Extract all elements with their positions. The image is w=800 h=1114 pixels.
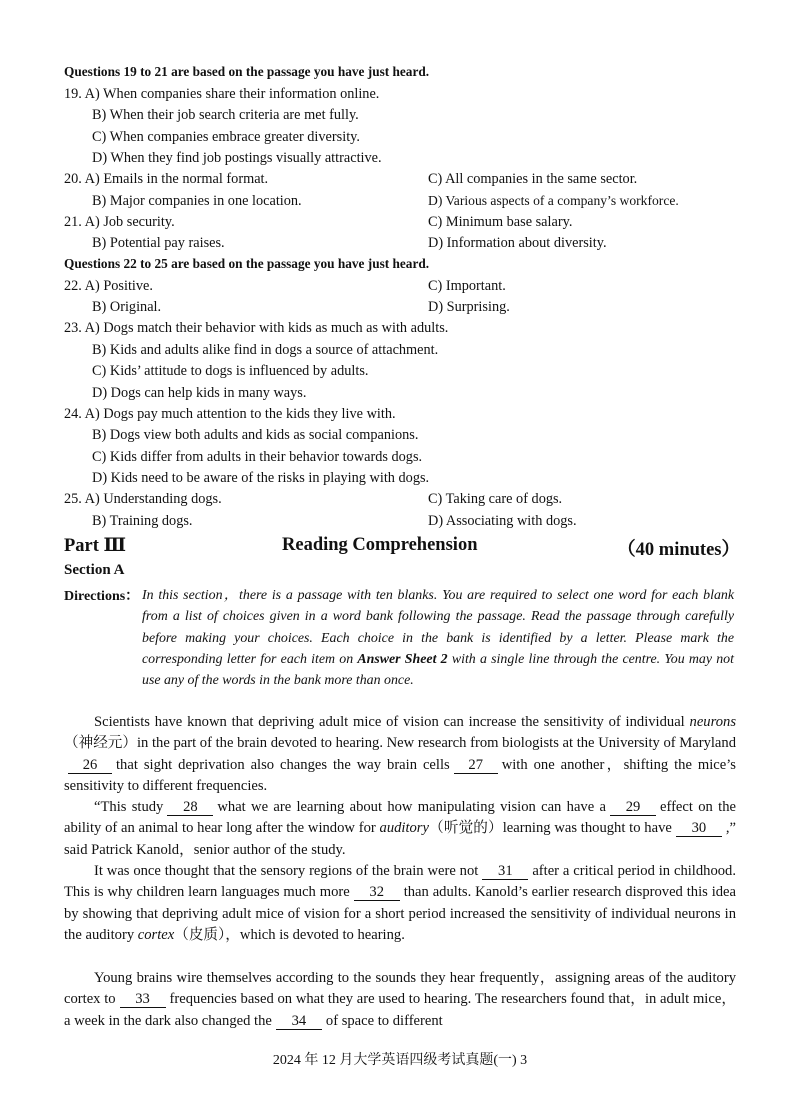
directions-label: Directions： (64, 589, 140, 604)
part-header (64, 535, 740, 559)
blank-31: 31 (482, 864, 528, 880)
q20-option-a: 20. A) Emails in the normal format. (64, 171, 269, 187)
q19-option-c: C) When companies embrace greater diversity. (92, 129, 360, 145)
q20-option-b: B) Major companies in one location. (92, 193, 302, 209)
q24-option-d: D) Kids need to be aware of the risks in playing with dogs. (92, 470, 430, 486)
q24-option-b: B) Dogs view both adults and kids as social companions. (92, 427, 419, 443)
q23-option-b: B) Kids and adults alike find in dogs a source of attachment. (92, 342, 439, 358)
answer-sheet-ref: Answer Sheet 2 (357, 651, 448, 667)
q19-option-a: 19. A) When companies share their information online. (64, 86, 380, 102)
blank-27: 27 (454, 758, 498, 774)
blank-29: 29 (610, 800, 656, 816)
q24-option-a: 24. A) Dogs pay much attention to the kids they live with. (64, 406, 396, 422)
passage-paragraph-1: Scientists have known that depriving adult mice of vision can increase the sensitivity of individual neurons（神经元）in the part of the brain devoted to hearing. New research from biologists at the University of Maryland26 that sight deprivation also changes the way brain cells 27 with one another，shifting the mice’s sensitivity to different frequencies. (64, 714, 736, 795)
question-group-heading: Questions 22 to 25 are based on the passage you have just heard. (64, 256, 430, 271)
q23-option-c: C) Kids’ attitude to dogs is influenced by adults. (92, 363, 369, 379)
q19-option-b: B) When their job search criteria are met fully. (92, 107, 359, 123)
q19-option-d: D) When they find job postings visually attractive. (92, 150, 382, 166)
q22-option-c: C) Important. (428, 278, 506, 294)
question-group-heading: Questions 19 to 21 are based on the passage you have just heard. (64, 64, 430, 79)
q21-option-d: D) Information about diversity. (428, 235, 607, 251)
q21-option-b: B) Potential pay raises. (92, 235, 225, 251)
page-footer: 2024 年 12 月大学英语四级考试真题(一) 3 (272, 1053, 528, 1068)
passage-paragraph-4: Young brains wire themselves according to the sounds they hear frequently，assigning areas of the auditory cortex to 33 frequencies based on what they are used to hearing. The researchers found that，in adult mice，a week in the dark also changed the 34 of space to different (64, 970, 736, 1029)
blank-33: 33 (120, 992, 166, 1008)
passage-paragraph-2: “This study 28 what we are learning about how manipulating vision can have a 29 effect on the ability of an animal to hear long after the window for auditory（听觉的）learning was thought to have 30 ,” said Patrick Kanold，senior author of the study. (64, 799, 736, 858)
q25-option-c: C) Taking care of dogs. (428, 491, 563, 507)
blank-34: 34 (276, 1014, 322, 1030)
part-title: Reading Comprehension (282, 535, 478, 555)
q25-option-a: 25. A) Understanding dogs. (64, 491, 222, 507)
q20-option-d: D) Various aspects of a company’s workforce. (428, 193, 679, 208)
section-title: Section A (64, 562, 125, 578)
directions-text: In this section，there is a passage with ten blanks. You are required to select one word for each blank from a list of choices given in a word bank following the passage. Read the passage through carefully before making your choices. Each choice in the bank is identified by a letter. Please mark the corresponding letter for each item on Answer Sheet 2 with a single line through the centre. You may not use any of the words in the bank more than once. (142, 588, 734, 689)
q21-option-a: 21. A) Job security. (64, 214, 175, 230)
q23-option-a: 23. A) Dogs match their behavior with kids as much as with adults. (64, 320, 449, 336)
q25-option-b: B) Training dogs. (92, 513, 193, 529)
blank-32: 32 (354, 885, 400, 901)
passage-paragraph-3: It was once thought that the sensory regions of the brain were not 31 after a critical period in childhood. This is why children learn languages much more 32 than adults. Kanold’s earlier research disproved this idea by showing that depriving adult mice of vision for a short period increased the sensitivity of individual neurons in the auditory cortex（皮质），which is devoted to hearing. (64, 863, 736, 944)
q22-option-b: B) Original. (92, 299, 162, 315)
part-label: Part Ⅲ (64, 536, 127, 556)
blank-28: 28 (167, 800, 213, 816)
q24-option-c: C) Kids differ from adults in their behavior towards dogs. (92, 449, 423, 465)
blank-30: 30 (676, 821, 722, 837)
part-time: （40 minutes） (617, 540, 740, 560)
q20-option-c: C) All companies in the same sector. (428, 171, 638, 187)
q21-option-c: C) Minimum base salary. (428, 214, 573, 230)
q23-option-d: D) Dogs can help kids in many ways. (92, 385, 307, 401)
q25-option-d: D) Associating with dogs. (428, 513, 577, 529)
q22-option-d: D) Surprising. (428, 299, 510, 315)
blank-26: 26 (68, 758, 112, 774)
q22-option-a: 22. A) Positive. (64, 278, 153, 294)
